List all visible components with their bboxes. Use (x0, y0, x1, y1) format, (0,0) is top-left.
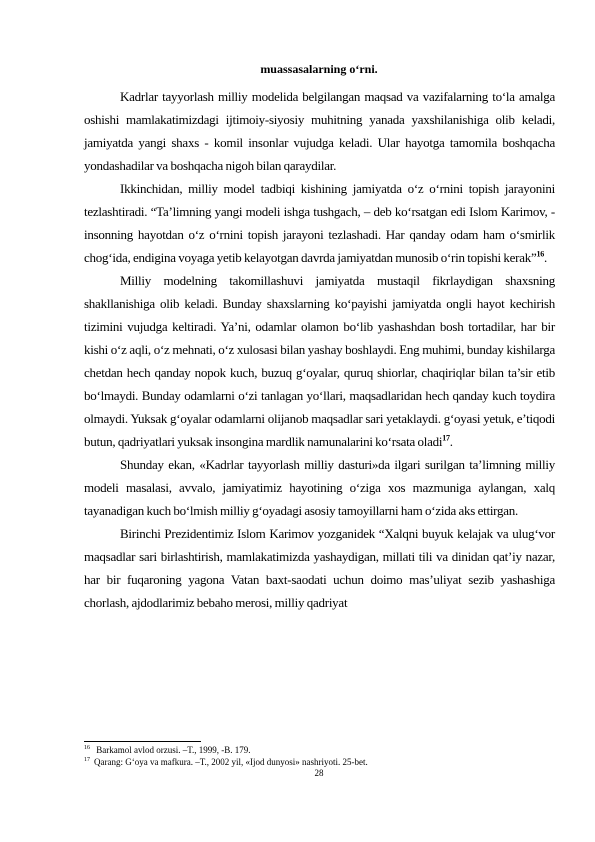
footnote-text: Barkamol avlod orzusi. –T., 1999, -B. 179. (94, 745, 251, 755)
footnotes (84, 745, 554, 769)
paragraph-5-text: Birinchi Prezidentimiz Islom Karimov yozganidek “Xalqni buyuk kelajak va ulug‘vor maqsadlar sari birlashtirish, mamlakatimizda yashaydigan, millati tili va dinidan qat’iy nazar, har bir fuqaroning yagona Vatan baxt-saodati uchun doimo mas’uliyat sezib yashashiga chorlash, ajdodlarimiz bebaho merosi, milliy qadriyat (84, 526, 555, 610)
paragraph-2 (84, 177, 555, 269)
body-text (84, 85, 555, 614)
paragraph-2-text: Ikkinchidan, milliy model tadbiqi kishining jamiyatda o‘z o‘rnini topish jarayonini tezlashtiradi. “Ta’limning yangi modeli ishga tushgach, – deb ko‘rsatgan edi Islom Karimov, - insonning hayotdan o‘z o‘rnini topish jarayoni tezlashadi. Har qanday odam ham o‘smirlik chog‘ida, endigina voyaga yetib kelayotgan davrda jamiyatdan munosib o‘rin topishi kerak” (84, 181, 555, 265)
footnote-ref-16[interactable]: 16 (536, 249, 545, 259)
footnote-number: 17 (84, 757, 90, 763)
paragraph-3-tail: . (449, 434, 453, 449)
paragraph-3 (84, 269, 555, 453)
footnote-16 (84, 745, 554, 756)
section-heading: muassasalarning o‘rni. (260, 62, 378, 76)
footnote-ref-17[interactable]: 17 (442, 433, 450, 443)
footnote-text: Qarang: G‘oya va mafkura. –T., 2002 yil, «Ijod dunyosi» nashriyoti. 25-bet. (94, 757, 368, 767)
paragraph-4 (84, 453, 555, 522)
footnote-number: 16 (84, 745, 90, 751)
footnote-divider (84, 741, 201, 742)
paragraph-1 (84, 85, 555, 177)
paragraph-5 (84, 522, 555, 614)
paragraph-1-text: Kadrlar tayyorlash milliy modelida belgilangan maqsad va vazifalarning to‘la amalga oshishi mamlakatimizdagi ijtimoiy-siyosiy muhitning yanada yaxshilanishiga olib keladi, jamiyatda yangi shaxs - komil insonlar vujudga keladi. Ular hayotga tamomila boshqacha yondashadilar va boshqacha nigoh bilan qaraydilar. (84, 89, 555, 173)
paragraph-4-text: Shunday ekan, «Kadrlar tayyorlash milliy dasturi»da ilgari surilgan ta’limning milliy modeli masalasi, avvalo, jamiyatimiz hayotining o‘ziga xos mazmuniga aylangan, xalq tayanadigan kuch bo‘lmish milliy g‘oyadagi asosiy tamoyillarni ham o‘zida aks ettirgan. (84, 457, 555, 518)
page-number: 28 (314, 768, 324, 778)
paragraph-3-text: Milliy modelning takomillashuvi jamiyatda mustaqil fikrlaydigan shaxsning shakllanishiga olib keladi. Bunday shaxslarning ko‘payishi jamiyatda ongli hayot kechirish tizimini vujudga keltiradi. Ya’ni, odamlar olamon bo‘lib yashashdan bosh tortadilar, har bir kishi o‘z aqli, o‘z mehnati, o‘z xulosasi bilan yashay boshlaydi. Eng muhimi, bunday kishilarga chetdan hech qanday nopok kuch, buzuq g‘oyalar, quruq shiorlar, chaqiriqlar bilan ta’sir etib bo‘lmaydi. Bunday odamlarni o‘zi tanlagan yo‘llari, maqsadlaridan hech qanday kuch toydira olmaydi. Yuksak g‘oyalar odamlarni olijanob maqsadlar sari yetaklaydi. g‘oyasi yetuk, e’tiqodi butun, qadriyatlari yuksak insongina mardlik namunalarini ko‘rsata oladi (84, 273, 555, 449)
paragraph-2-tail: . (544, 250, 548, 265)
